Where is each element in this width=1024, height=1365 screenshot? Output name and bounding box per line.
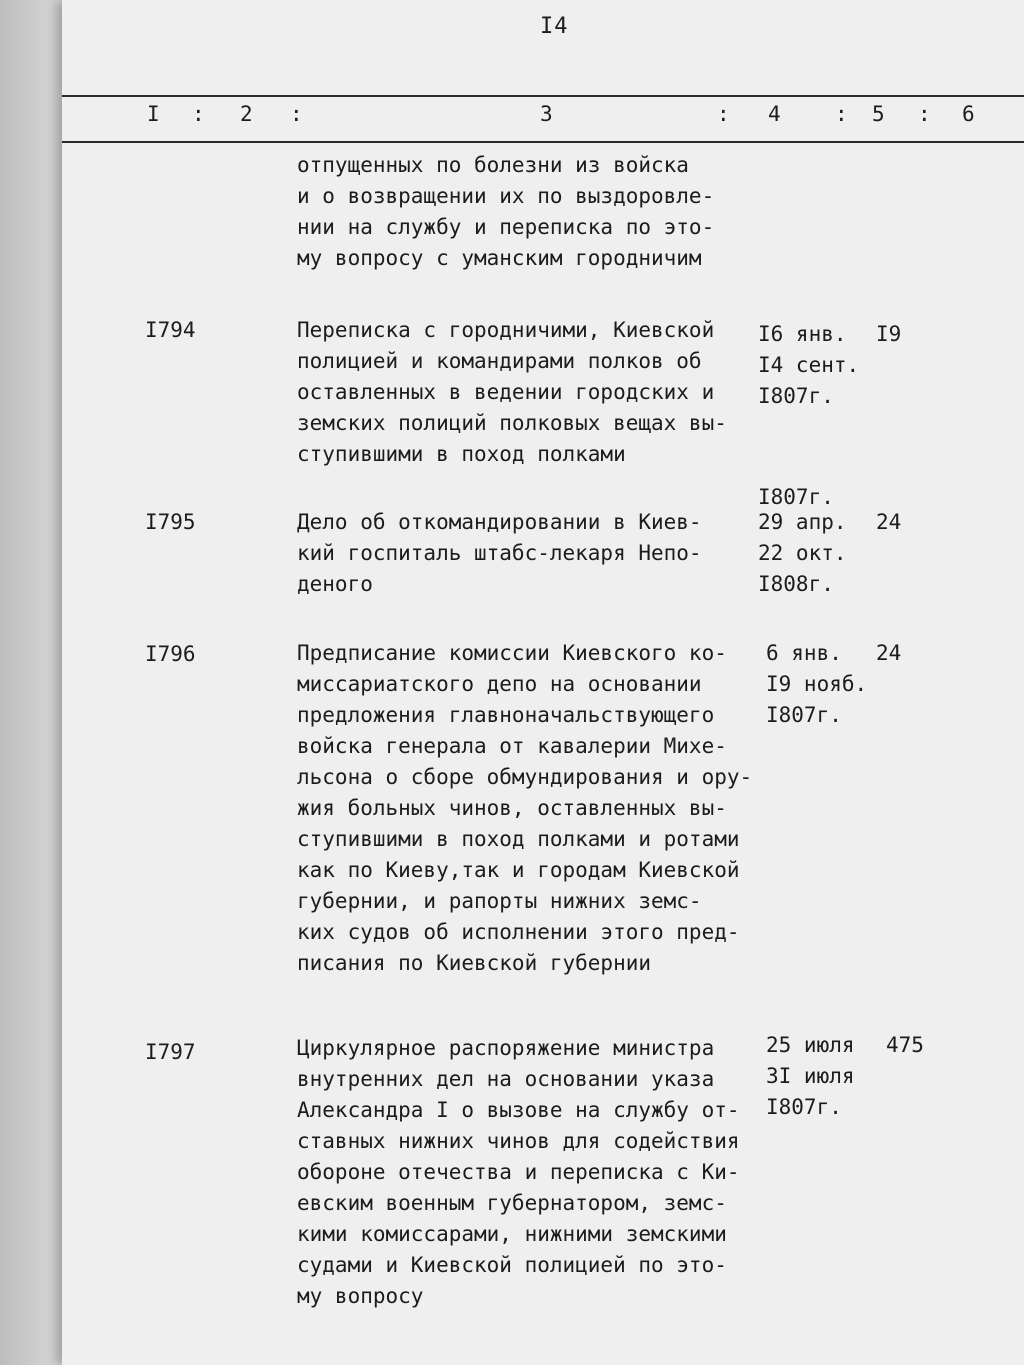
text-line: Предписание комиссии Киевского ко- bbox=[297, 641, 727, 665]
text-line: евским военным губернатором, земс- bbox=[297, 1191, 727, 1215]
text-line: му вопросу с уманским городничим bbox=[297, 246, 702, 270]
date-year: I807г. bbox=[758, 384, 834, 408]
column-header-2: 2 bbox=[240, 102, 253, 126]
text-line: му вопросу bbox=[297, 1284, 424, 1308]
column-header-1: I bbox=[147, 102, 160, 126]
column-separator: : bbox=[918, 102, 931, 126]
text-line: судами и Киевской полицией по это- bbox=[297, 1253, 727, 1277]
entry-number: I795 bbox=[145, 510, 196, 534]
entry-dates bbox=[758, 507, 847, 600]
date-end: 22 окт. bbox=[758, 541, 847, 565]
text-line: оставленных в ведении городских и bbox=[297, 380, 715, 404]
header-rule-bottom bbox=[62, 141, 1024, 143]
date-start: 6 янв. bbox=[766, 641, 842, 665]
text-line: кий госпиталь штабс-лекаря Непо- bbox=[297, 541, 702, 565]
continuation-text bbox=[297, 150, 767, 274]
header-rule-top bbox=[62, 95, 1024, 97]
text-line: ставных нижних чинов для содействия bbox=[297, 1129, 740, 1153]
date-year: I807г. bbox=[766, 1095, 842, 1119]
date-start: 29 апр. bbox=[758, 510, 847, 534]
entry-sheet-count: 475 bbox=[886, 1033, 924, 1057]
text-line: Переписка с городничими, Киевской bbox=[297, 318, 715, 342]
text-line: войска генерала от кавалерии Михе- bbox=[297, 734, 727, 758]
entry-sheet-count: 24 bbox=[876, 510, 902, 534]
entry-description bbox=[297, 1033, 767, 1312]
date-year: I808г. bbox=[758, 572, 834, 596]
text-line: земских полиций полковых вещах вы- bbox=[297, 411, 727, 435]
entry-sheet-count: I9 bbox=[876, 322, 902, 346]
page-number: I4 bbox=[540, 14, 569, 39]
entry-number: I796 bbox=[145, 642, 196, 666]
text-line: Дело об откомандировании в Киев- bbox=[297, 510, 702, 534]
entry-dates bbox=[766, 638, 867, 731]
column-header-6: 6 bbox=[962, 102, 975, 126]
text-line: кими комиссарами, нижними земскими bbox=[297, 1222, 727, 1246]
text-line: обороне отечества и переписка с Ки- bbox=[297, 1160, 740, 1184]
column-header-5: 5 bbox=[872, 102, 885, 126]
text-line: и о возвращении их по выздоровле- bbox=[297, 184, 715, 208]
text-line: губернии, и рапорты нижних земс- bbox=[297, 889, 702, 913]
entry-number: I797 bbox=[145, 1040, 196, 1064]
text-line: нии на службу и переписка по это- bbox=[297, 215, 715, 239]
entry-description bbox=[297, 638, 767, 979]
text-line: Циркулярное распоряжение министра bbox=[297, 1036, 715, 1060]
text-line: жия больных чинов, оставленных вы- bbox=[297, 796, 727, 820]
column-separator: : bbox=[835, 102, 848, 126]
text-line: предложения главноначальствующего bbox=[297, 703, 715, 727]
text-line: Александра I о вызове на службу от- bbox=[297, 1098, 740, 1122]
entry-description bbox=[297, 315, 767, 470]
text-line: миссариатского депо на основании bbox=[297, 672, 702, 696]
date-year-extra: I807г. bbox=[758, 485, 834, 509]
text-line: как по Киеву,так и городам Киевской bbox=[297, 858, 740, 882]
text-line: льсона о сборе обмундирования и ору- bbox=[297, 765, 753, 789]
text-line: ких судов об исполнении этого пред- bbox=[297, 920, 740, 944]
text-line: внутренних дел на основании указа bbox=[297, 1067, 715, 1091]
date-end: I9 нояб. bbox=[766, 672, 868, 696]
entry-sheet-count: 24 bbox=[876, 641, 902, 665]
text-line: писания по Киевской губернии bbox=[297, 951, 652, 975]
text-line: полицией и командирами полков об bbox=[297, 349, 702, 373]
date-end: 3I июля bbox=[766, 1064, 855, 1088]
column-header-3: 3 bbox=[540, 102, 553, 126]
column-header-4: 4 bbox=[768, 102, 781, 126]
previous-page-edge bbox=[0, 0, 62, 1365]
column-separator: : bbox=[290, 102, 303, 126]
text-line: отпущенных по болезни из войска bbox=[297, 153, 689, 177]
text-line: ступившими в поход полками и ротами bbox=[297, 827, 740, 851]
date-end: I4 сент. bbox=[758, 353, 860, 377]
entry-description bbox=[297, 507, 767, 600]
date-start: 25 июля bbox=[766, 1033, 855, 1057]
column-separator: : bbox=[192, 102, 205, 126]
entry-dates bbox=[758, 319, 859, 412]
date-start: I6 янв. bbox=[758, 322, 847, 346]
date-year: I807г. bbox=[766, 703, 842, 727]
entry-dates bbox=[766, 1030, 855, 1123]
entry-number: I794 bbox=[145, 318, 196, 342]
column-separator: : bbox=[717, 102, 730, 126]
text-line: деного bbox=[297, 572, 373, 596]
text-line: ступившими в поход полками bbox=[297, 442, 626, 466]
